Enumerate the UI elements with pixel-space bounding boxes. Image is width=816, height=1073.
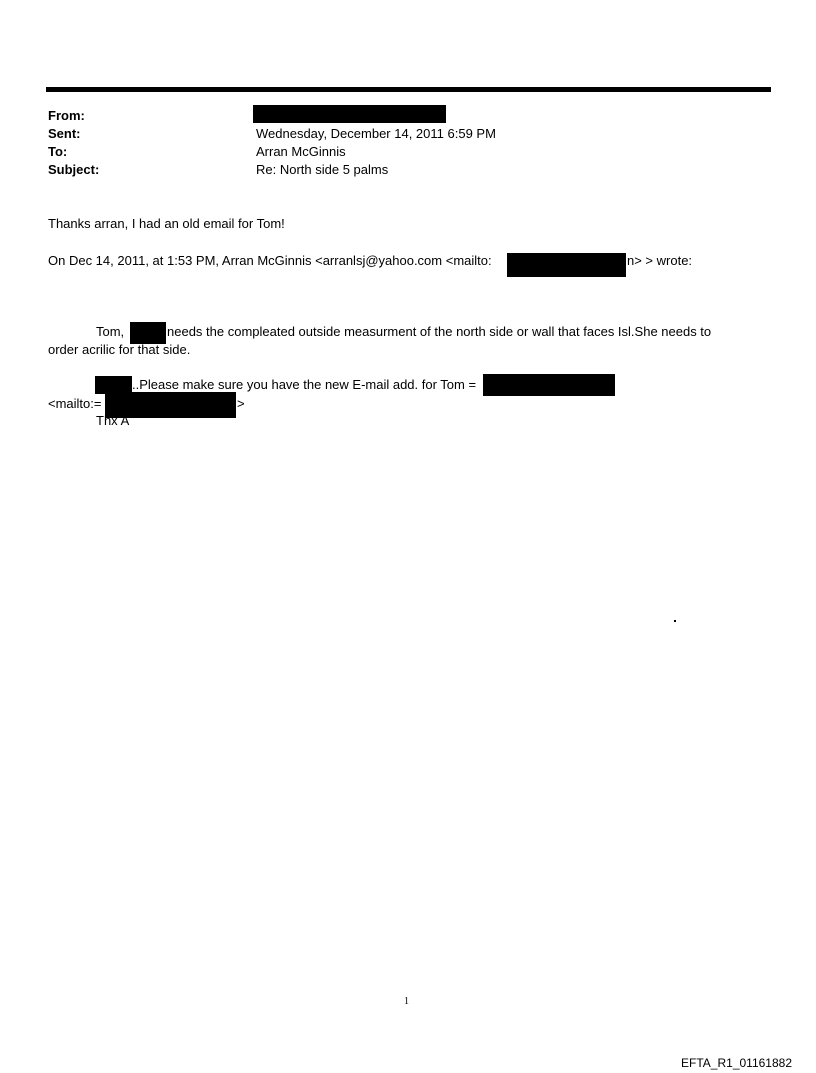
header-rule <box>46 87 771 92</box>
page-number: 1 <box>404 996 409 1007</box>
subject-value: Re: North side 5 palms <box>256 162 389 177</box>
body-line-please: ..Please make sure you have the new E-mail add. for Tom = <box>132 377 477 392</box>
body-line-acrilic: order acrilic for that side. <box>48 342 191 357</box>
body-line-mailto: <mailto:= <box>48 396 102 411</box>
redaction-new-email <box>483 374 615 396</box>
to-value: Arran McGinnis <box>256 144 346 159</box>
redaction-name <box>130 322 166 344</box>
body-line-thx: Thx A <box>96 413 130 428</box>
document-id: EFTA_R1_01161882 <box>681 1056 792 1070</box>
body-line-thanks: Thanks arran, I had an old email for Tom! <box>48 216 285 231</box>
from-label: From: <box>48 108 85 123</box>
subject-label: Subject: <box>48 162 100 177</box>
body-line-mailto-close: > <box>237 396 245 411</box>
body-line-measurement: needs the compleated outside measurment of the north side or wall that faces Isl.She needs to <box>167 324 712 339</box>
sent-label: Sent: <box>48 126 81 141</box>
body-line-quote-header: On Dec 14, 2011, at 1:53 PM, Arran McGinnis <arranlsj@yahoo.com <mailto: <box>48 253 492 268</box>
stray-dot <box>674 620 676 622</box>
redaction-quote-email <box>507 253 626 277</box>
body-line-quote-wrote: n> > wrote: <box>627 253 693 268</box>
body-line-tom: Tom, <box>96 324 125 339</box>
to-label: To: <box>48 144 68 159</box>
redaction-from <box>253 105 446 123</box>
sent-value: Wednesday, December 14, 2011 6:59 PM <box>256 126 496 141</box>
